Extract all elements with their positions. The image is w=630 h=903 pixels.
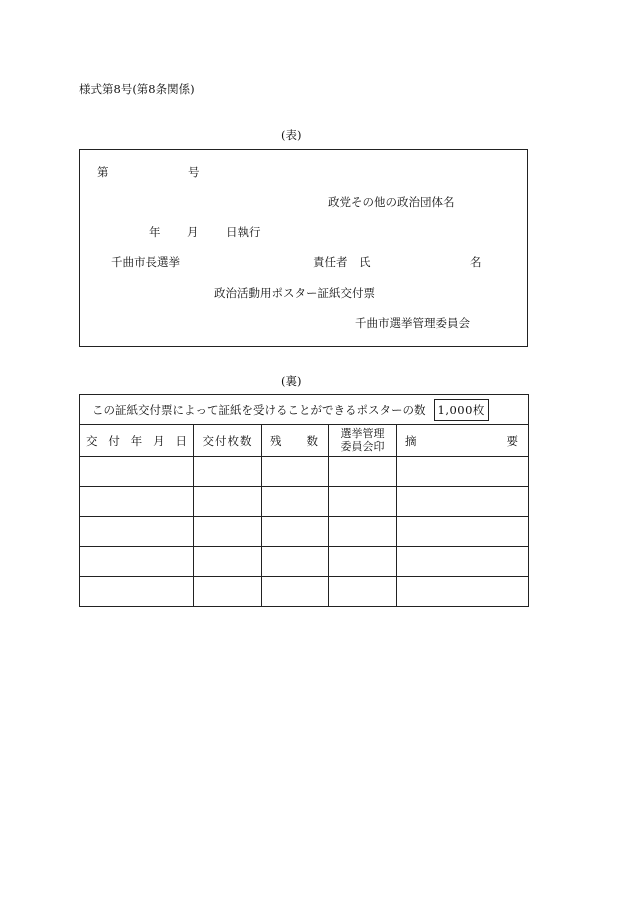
- back-side-table: [79, 394, 529, 607]
- back-side-label: (裏): [281, 374, 302, 388]
- cell-issue-date[interactable]: [80, 487, 194, 517]
- responsible-person-label: 責任者 氏: [313, 255, 371, 269]
- table-row: [80, 457, 529, 487]
- table-row: [80, 487, 529, 517]
- cell-issued-count[interactable]: [194, 457, 262, 487]
- day-executed-label: 日執行: [226, 225, 261, 239]
- committee-name: 千曲市選挙管理委員会: [355, 316, 470, 330]
- cell-remaining[interactable]: [262, 517, 329, 547]
- cell-committee-seal[interactable]: [329, 517, 397, 547]
- table-row: [80, 517, 529, 547]
- table-header-row: [80, 425, 529, 457]
- cell-committee-seal[interactable]: [329, 577, 397, 607]
- cell-remaining[interactable]: [262, 487, 329, 517]
- document-title: 政治活動用ポスター証紙交付票: [214, 286, 375, 300]
- header-issue-date: 交 付 年 月 日: [80, 425, 194, 457]
- poster-count-box: 1,000枚: [434, 399, 489, 421]
- poster-count-cell: [80, 395, 529, 425]
- front-side-label: (表): [281, 128, 302, 142]
- header-committee-seal: 選挙管理 委員会印: [329, 425, 397, 457]
- table-row: [80, 577, 529, 607]
- header-issued-count: 交付枚数: [194, 425, 262, 457]
- cell-remarks[interactable]: [397, 547, 529, 577]
- cell-issue-date[interactable]: [80, 577, 194, 607]
- cell-committee-seal[interactable]: [329, 547, 397, 577]
- year-label: 年: [149, 225, 161, 239]
- cell-remaining[interactable]: [262, 577, 329, 607]
- cell-issued-count[interactable]: [194, 547, 262, 577]
- cell-issued-count[interactable]: [194, 487, 262, 517]
- table-row: [80, 547, 529, 577]
- poster-count-row: [80, 395, 529, 425]
- cell-remarks[interactable]: [397, 517, 529, 547]
- cell-issue-date[interactable]: [80, 457, 194, 487]
- cell-remaining[interactable]: [262, 457, 329, 487]
- cell-issue-date[interactable]: [80, 517, 194, 547]
- cell-issued-count[interactable]: [194, 517, 262, 547]
- month-label: 月: [187, 225, 199, 239]
- election-name: 千曲市長選挙: [111, 255, 180, 269]
- cell-remarks[interactable]: [397, 577, 529, 607]
- cell-issue-date[interactable]: [80, 547, 194, 577]
- number-dai: 第: [97, 165, 109, 179]
- form-number: 様式第8号(第8条関係): [79, 82, 195, 96]
- cell-issued-count[interactable]: [194, 577, 262, 607]
- cell-committee-seal[interactable]: [329, 457, 397, 487]
- number-go: 号: [188, 165, 200, 179]
- cell-committee-seal[interactable]: [329, 487, 397, 517]
- cell-remarks[interactable]: [397, 457, 529, 487]
- party-name-label: 政党その他の政治団体名: [328, 195, 455, 209]
- cell-remaining[interactable]: [262, 547, 329, 577]
- cell-remarks[interactable]: [397, 487, 529, 517]
- header-remaining: 残 数: [262, 425, 329, 457]
- header-remarks: 摘 要: [397, 425, 529, 457]
- poster-count-text: この証紙交付票によって証紙を受けることができるポスターの数: [92, 402, 426, 417]
- name-suffix-label: 名: [470, 255, 482, 269]
